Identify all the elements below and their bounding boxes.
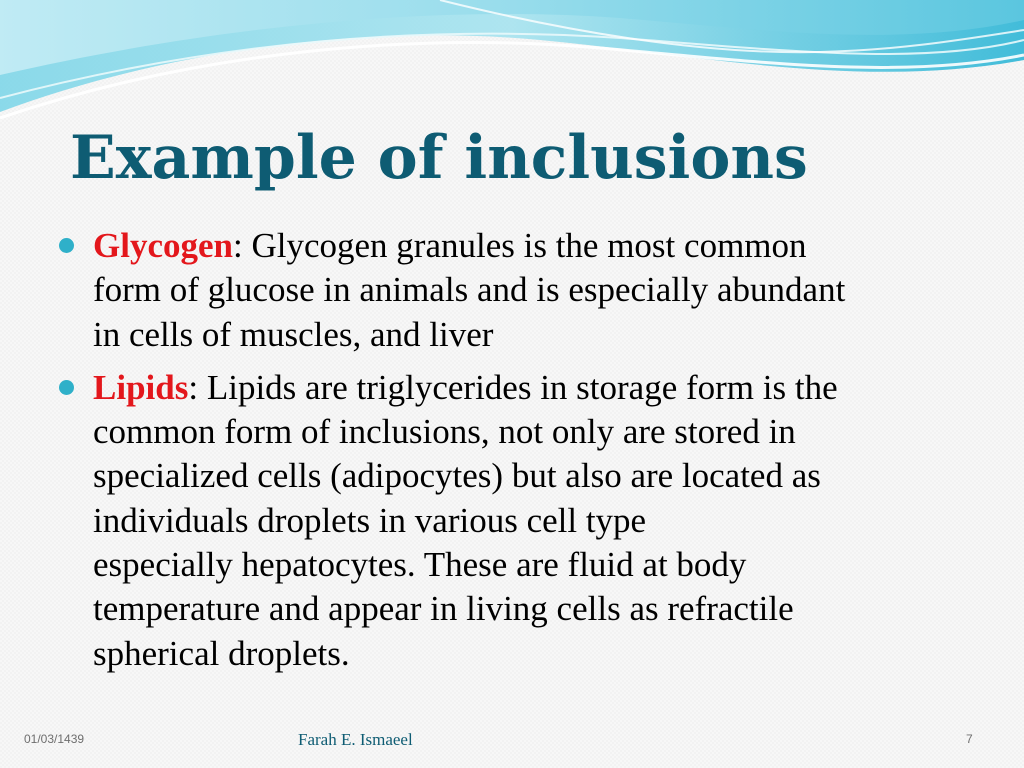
footer-date: 01/03/1439 (24, 732, 85, 746)
term-separator: : (188, 367, 199, 407)
bullet-dot-icon (59, 238, 74, 253)
bullet-glycogen (59, 224, 939, 357)
bullet-lipids (59, 366, 939, 676)
term-lipids: Lipids (93, 367, 189, 407)
term-separator: : (232, 226, 243, 265)
bullet-line: specialized cells (adipocytes) but also are located as (93, 456, 821, 496)
bullet-line: especially hepatocytes. These are fluid at body (93, 545, 747, 585)
bullet-line: temperature and appear in living cells as refractile (93, 589, 794, 629)
term-glycogen: Glycogen (93, 226, 233, 265)
bullet-line (93, 224, 939, 268)
bullet-line: individuals droplets in various cell type (93, 500, 647, 540)
bullet-line: common form of inclusions, not only are stored in (93, 412, 796, 452)
bullet-text: Lipids are triglycerides in storage form is the (198, 367, 838, 407)
bullet-line: in cells of muscles, and liver (93, 314, 494, 354)
slide-title: Example of inclusions (70, 123, 808, 193)
bullet-line (93, 366, 939, 410)
footer-author: Farah E. Ismaeel (298, 730, 413, 749)
bullet-line: form of glucose in animals and is especially abundant (93, 270, 846, 310)
bullet-line: spherical droplets. (93, 633, 350, 673)
footer-page-number: 7 (966, 732, 973, 746)
bullet-list (59, 224, 939, 676)
bullet-dot-icon (59, 380, 74, 395)
bullet-text: Glycogen granules is the most common (242, 226, 807, 265)
header-wave-decoration (0, 0, 1024, 125)
